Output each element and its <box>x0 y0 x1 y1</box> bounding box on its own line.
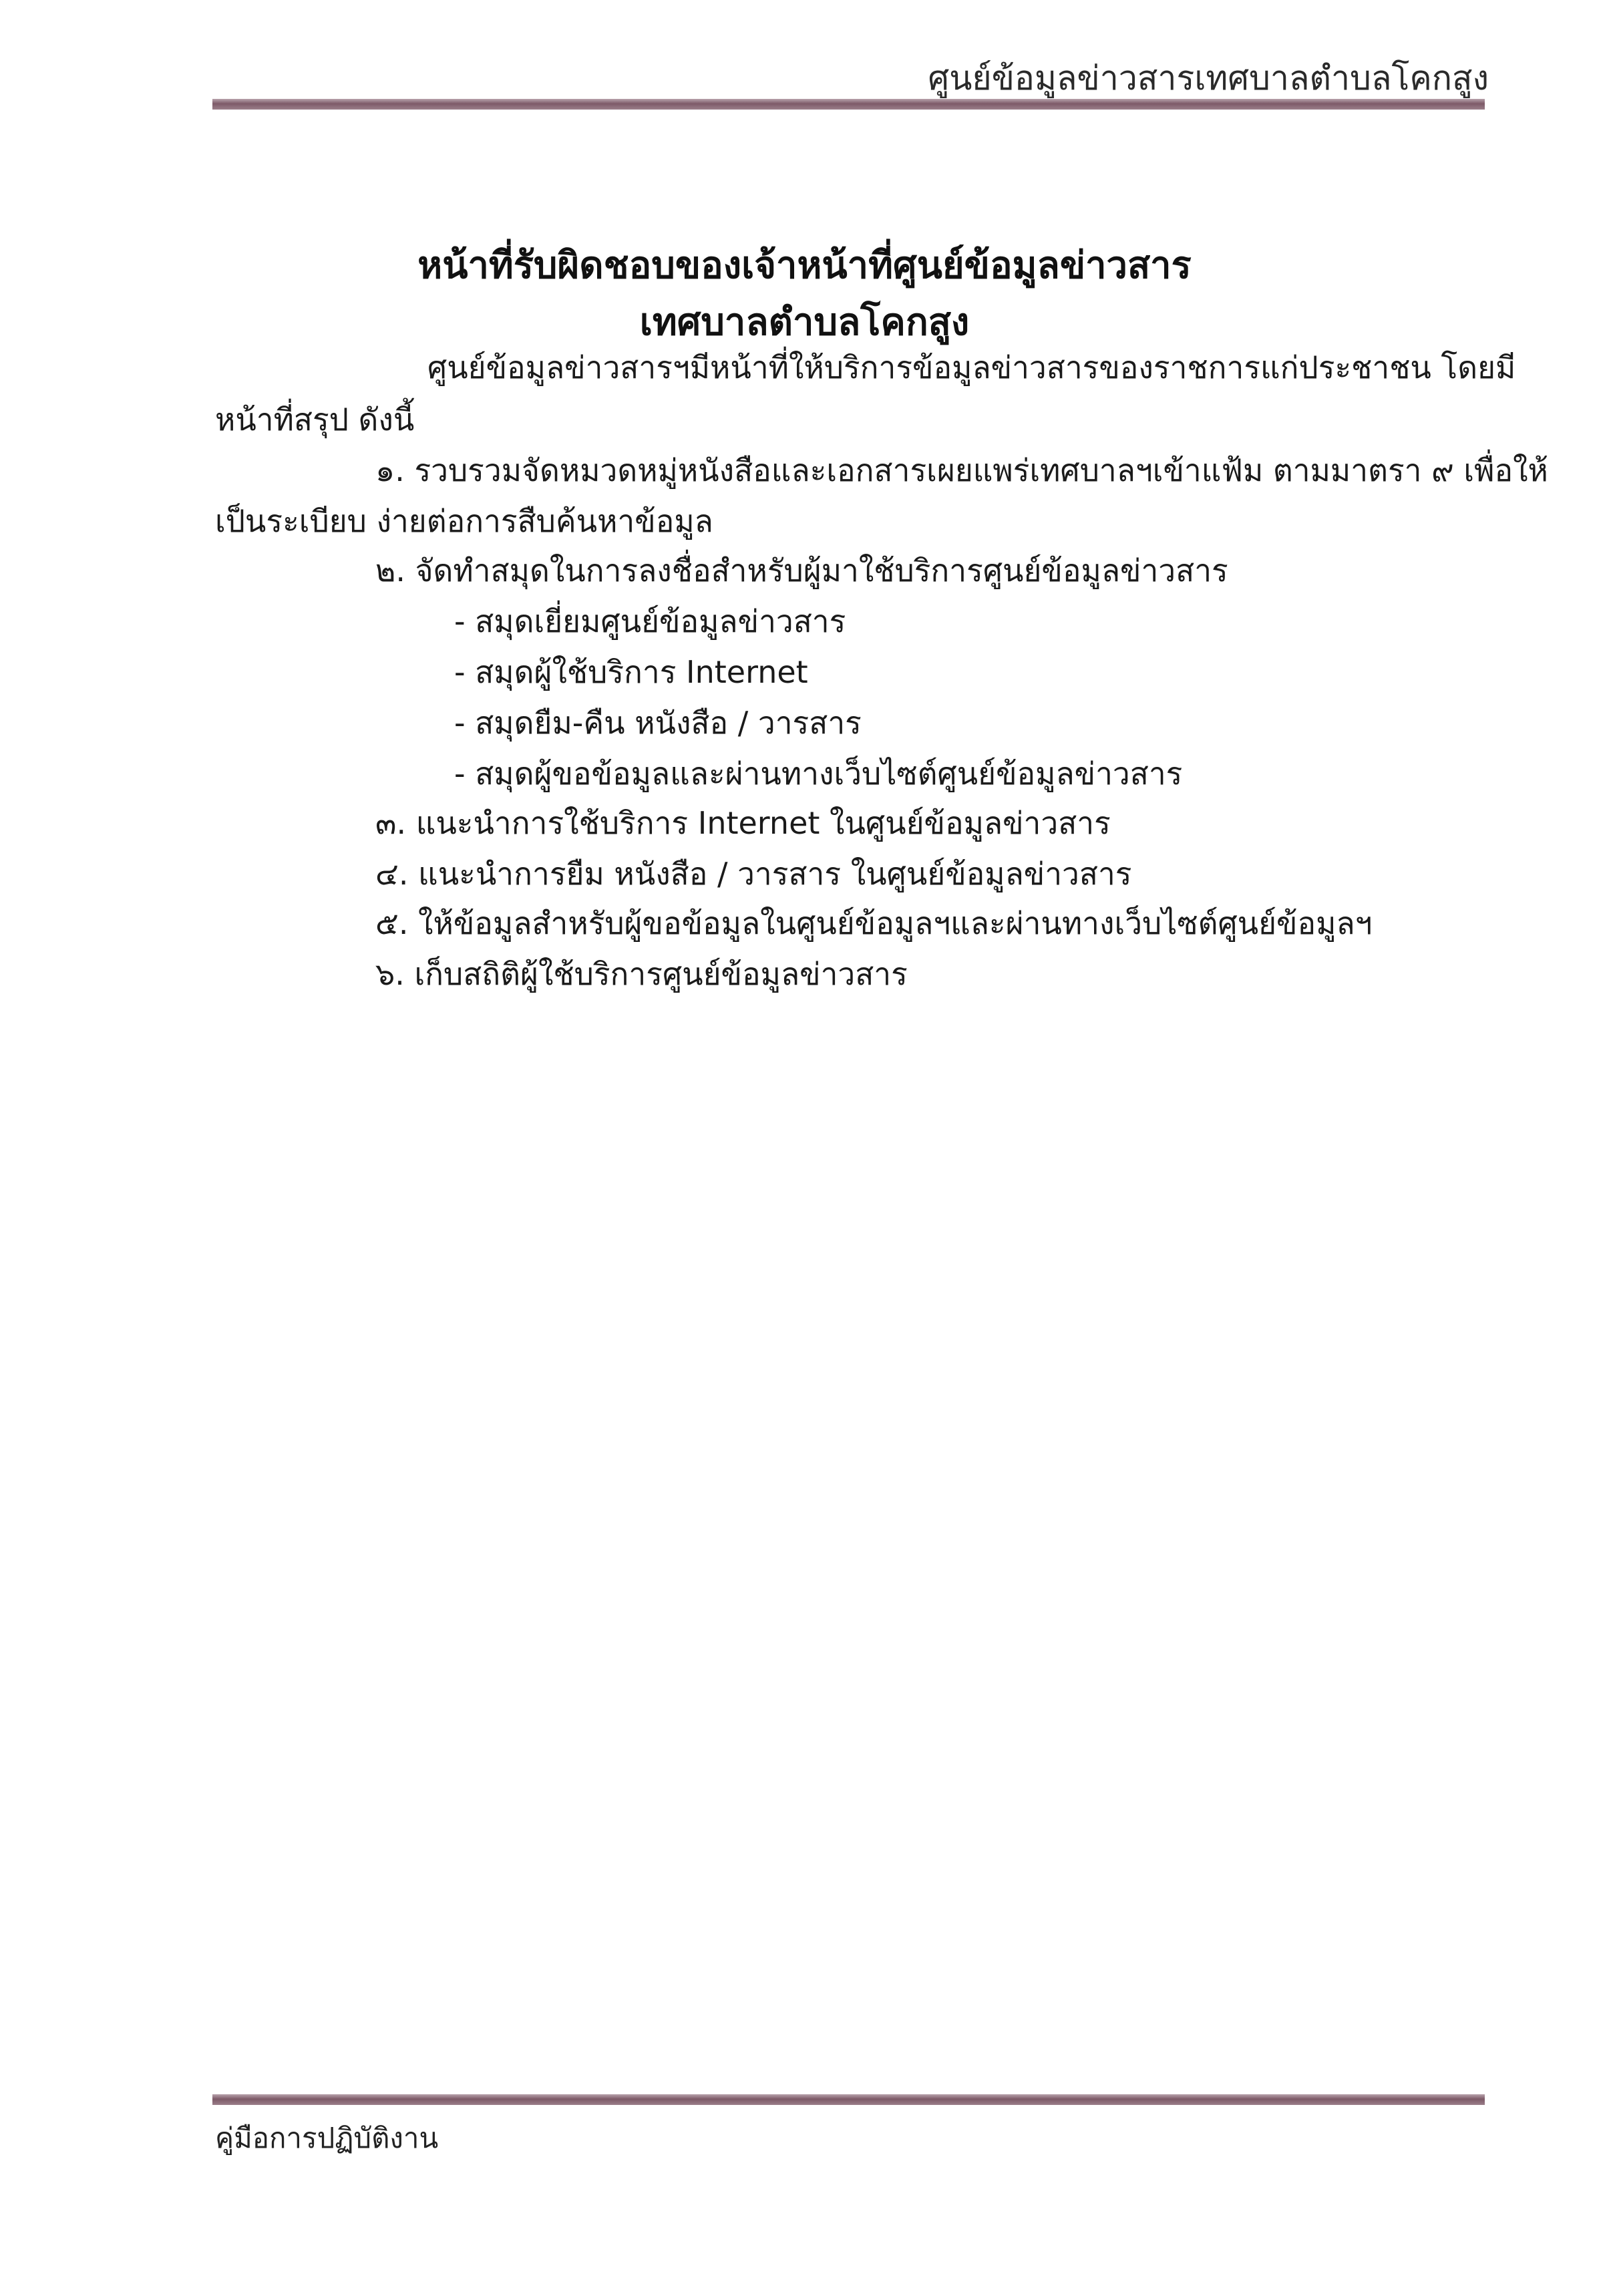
sub-item-visitor-book: - สมุดเยี่ยมศูนย์ข้อมูลข่าวสาร <box>454 603 846 639</box>
sub-item-internet-book: - สมุดผู้ใช้บริการ Internet <box>454 654 808 690</box>
sub-item-borrow-book: - สมุดยืม-คืน หนังสือ / วารสาร <box>454 705 862 741</box>
header-divider <box>212 99 1485 110</box>
sub-item-request-book: - สมุดผู้ขอข้อมูลและผ่านทางเว็บไซต์ศูนย์ข้อมูลข่าวสาร <box>454 756 1183 792</box>
list-item-5: ๕. ให้ข้อมูลสำหรับผู้ขอข้อมูลในศูนย์ข้อมูลฯและผ่านทางเว็บไซต์ศูนย์ข้อมูลฯ <box>375 905 1373 941</box>
footer-divider <box>212 2094 1485 2105</box>
page-header-title: ศูนย์ข้อมูลข่าวสารเทศบาลตำบลโคกสูง <box>928 59 1489 98</box>
list-item-2: ๒. จัดทำสมุดในการลงชื่อสำหรับผู้มาใช้บริการศูนย์ข้อมูลข่าวสาร <box>375 552 1228 589</box>
document-title: หน้าที่รับผิดชอบของเจ้าหน้าที่ศูนย์ข้อมูลข่าวสาร <box>417 244 1192 287</box>
page-footer-label: คู่มือการปฏิบัติงาน <box>215 2122 439 2154</box>
list-item-1: ๑. รวบรวมจัดหมวดหมู่หนังสือและเอกสารเผยแพร่เทศบาลฯเข้าแฟ้ม ตามมาตรา ๙ เพื่อให้ <box>375 452 1548 488</box>
list-item-4: ๔. แนะนำการยืม หนังสือ / วารสาร ในศูนย์ข้อมูลข่าวสาร <box>375 856 1132 892</box>
list-item-6: ๖. เก็บสถิติผู้ใช้บริการศูนย์ข้อมูลข่าวสาร <box>375 956 908 992</box>
list-item-3: ๓. แนะนำการใช้บริการ Internet ในศูนย์ข้อมูลข่าวสาร <box>375 805 1111 841</box>
list-item-1-continued: เป็นระเบียบ ง่ายต่อการสืบค้นหาข้อมูล <box>215 503 713 539</box>
document-subtitle: เทศบาลตำบลโคกสูง <box>639 301 970 344</box>
intro-paragraph-line-1: ศูนย์ข้อมูลข่าวสารฯมีหน้าที่ให้บริการข้อมูลข่าวสารของราชการแก่ประชาชน โดยมี <box>427 349 1516 385</box>
intro-paragraph-line-2: หน้าที่สรุป ดังนี้ <box>215 401 415 438</box>
